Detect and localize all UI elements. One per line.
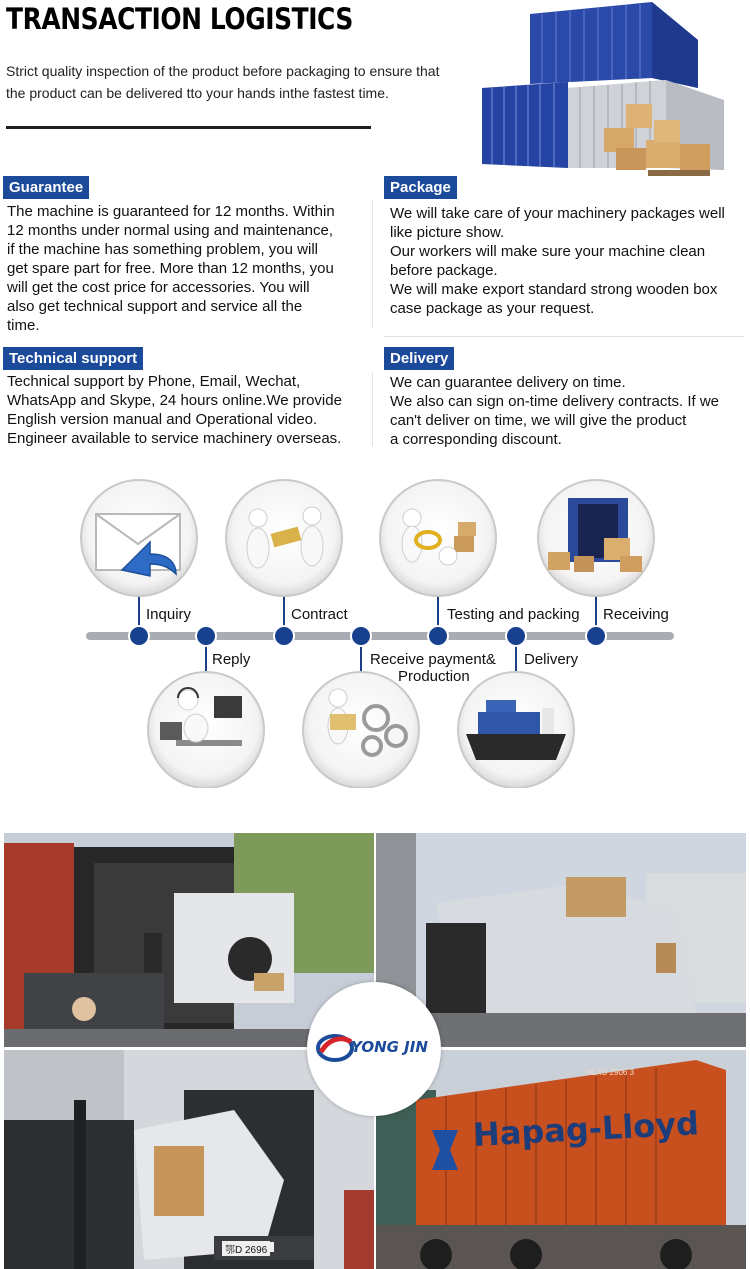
package-text bbox=[390, 204, 725, 318]
step-receiving: Receiving bbox=[603, 606, 669, 623]
package-line: We will take care of your machinery packages well bbox=[390, 205, 725, 222]
step-reply: Reply bbox=[212, 651, 251, 668]
delivery-line: can't deliver on time, we will give the product bbox=[390, 412, 687, 429]
package-line: case package as your request. bbox=[390, 300, 595, 317]
step-testing-packing: Testing and packing bbox=[447, 606, 580, 623]
package-line: We will make export standard strong wooden box bbox=[390, 281, 718, 298]
vertical-divider bbox=[372, 200, 373, 328]
container-brand: Hapag-Lloyd bbox=[472, 1104, 700, 1154]
package-line: Our workers will make sure your machine clean bbox=[390, 243, 706, 260]
horizontal-divider bbox=[384, 336, 744, 337]
package-title: Package bbox=[384, 176, 457, 199]
testing-packing-circle bbox=[380, 480, 496, 596]
payment-production-circle bbox=[303, 672, 419, 788]
delivery-line: We can guarantee delivery on time. bbox=[390, 374, 626, 391]
step-production: Production bbox=[398, 668, 470, 685]
intro-text bbox=[6, 60, 466, 104]
receiving-circle bbox=[538, 480, 654, 596]
page-title: TRANSACTION LOGISTICS bbox=[6, 2, 353, 36]
guarantee-line: time. bbox=[7, 317, 40, 334]
delivery-title: Delivery bbox=[384, 347, 454, 370]
guarantee-line: 12 months under normal using and maintenance, bbox=[7, 222, 334, 239]
guarantee-line: if the machine has something problem, you will bbox=[7, 241, 318, 258]
guarantee-title: Guarantee bbox=[3, 176, 89, 199]
step-inquiry: Inquiry bbox=[146, 606, 192, 623]
intro-line: the product can be delivered tto your hands inthe fastest time. bbox=[6, 85, 389, 101]
contract-circle bbox=[226, 480, 342, 596]
step-contract: Contract bbox=[291, 606, 348, 623]
guarantee-line: The machine is guaranteed for 12 months. Within bbox=[7, 203, 335, 220]
delivery-line: We also can sign on-time delivery contracts. If we bbox=[390, 393, 720, 410]
delivery-circle bbox=[458, 672, 574, 788]
license-plate: 鄂D 2696 bbox=[222, 1241, 270, 1256]
technical-support-title: Technical support bbox=[3, 347, 143, 370]
delivery-text bbox=[390, 373, 719, 449]
guarantee-line: will get the cost price for accessories. You will bbox=[7, 279, 310, 296]
technical-line: Engineer available to service machinery overseas. bbox=[7, 430, 342, 447]
technical-line: Technical support by Phone, Email, Wechat, bbox=[7, 373, 301, 390]
logo-text: YONG JIN bbox=[351, 1038, 428, 1056]
package-line: before package. bbox=[390, 262, 498, 279]
technical-line: WhatsApp and Skype, 24 hours online.We provide bbox=[7, 392, 342, 409]
guarantee-line: also get technical support and service all the bbox=[7, 298, 303, 315]
header-divider bbox=[6, 126, 371, 129]
guarantee-text bbox=[7, 202, 335, 335]
company-logo bbox=[307, 982, 441, 1116]
shipping-containers-illustration bbox=[476, 0, 750, 180]
package-line: like picture show. bbox=[390, 224, 505, 241]
yongjin-logo-icon bbox=[315, 1028, 355, 1068]
intro-line: Strict quality inspection of the product before packaging to ensure that bbox=[6, 63, 440, 79]
inquiry-circle bbox=[81, 480, 197, 596]
step-receive-payment: Receive payment& bbox=[370, 651, 496, 668]
process-diagram bbox=[0, 478, 750, 788]
vertical-divider bbox=[372, 372, 373, 446]
technical-support-text bbox=[7, 372, 342, 448]
reply-circle bbox=[148, 672, 264, 788]
delivery-line: a corresponding discount. bbox=[390, 431, 562, 448]
step-delivery: Delivery bbox=[524, 651, 579, 668]
container-code: HLXU 2906 3 bbox=[586, 1068, 635, 1077]
technical-line: English version manual and Operational video. bbox=[7, 411, 318, 428]
guarantee-line: get spare part for free. More than 12 months, you bbox=[7, 260, 334, 277]
